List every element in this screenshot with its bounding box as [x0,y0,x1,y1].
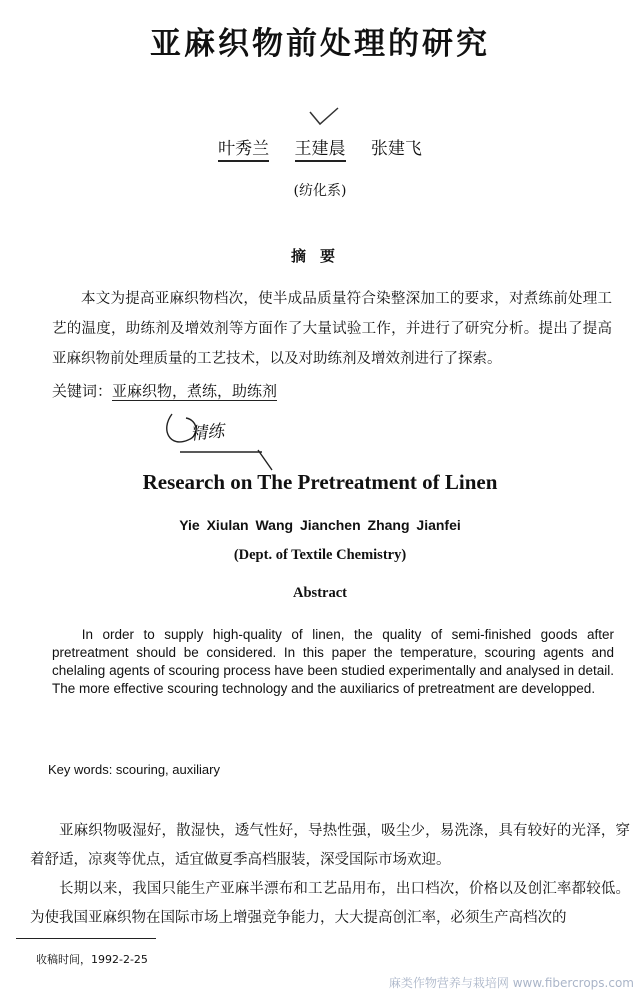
body-paragraph: 亚麻织物吸湿好，散湿快，透气性好，导热性强，吸尘少，易洗涤，具有较好的光泽，穿着舒适，凉爽等优点，适宜做夏季高档服装，深受国际市场欢迎。 [30,823,630,868]
paper-title-cn: 亚麻织物前处理的研究 [150,26,490,62]
checkmark-mark [310,108,338,124]
footnote-divider [16,938,156,939]
keywords-cn-label: 关键词： [52,382,113,400]
abstract-text-cn: 本文为提高亚麻织物档次，使半成品质量符合染整深加工的要求，对煮练前处理工艺的温度，助练剂及增效剂等方面作了大量试验工作，并进行了研究分析。提出了提高亚麻织物前处理质量的工艺技术，以及对助练剂及增效剂进行了探索。 [52,291,612,367]
keywords-cn [52,380,277,401]
abstract-heading-cn: 摘要 [290,247,349,265]
keywords-cn-terms: 亚麻织物，煮练，助练剂 [112,382,278,400]
paper-title-en: Research on The Pretreatment of Linen [142,470,498,494]
authors-en: Yie Xiulan Wang Jianchen Zhang Jianfei [179,517,461,533]
abstract-text-en: In order to supply high-quality of linen, the quality of semi-finished goods after pretreatment should be considered. In this paper the temperature, scouring agents and chelaling agents of scouring process have been studied experimentally and analysed in detail. The more effective scouring technology and the auxiliarics of pretreatment are developped. [52,627,614,696]
handwritten-note: 精练 [189,421,226,445]
keywords-en: Key words: scouring, auxiliary [48,762,220,777]
authors-cn [0,134,640,162]
department-cn: (纺化系) [293,183,347,199]
watermark: 麻类作物营养与栽培网 www.fibercrops.com [388,976,634,990]
author-1: 叶秀兰 [218,134,269,162]
footnote-received-date: 收稿时间，1992-2-25 [36,953,148,966]
abstract-heading-en: Abstract [293,585,347,601]
author-3: 张建飞 [370,139,422,159]
department-en: (Dept. of Textile Chemistry) [233,547,407,563]
author-2: 王建晨 [295,134,346,162]
body-paragraph: 长期以来，我国只能生产亚麻半漂布和工艺品用布，出口档次，价格以及创汇率都较低。为使我国亚麻织物在国际市场上增强竞争能力，大大提高创汇率，必须生产高档次的 [30,881,630,926]
body-text [30,817,630,933]
